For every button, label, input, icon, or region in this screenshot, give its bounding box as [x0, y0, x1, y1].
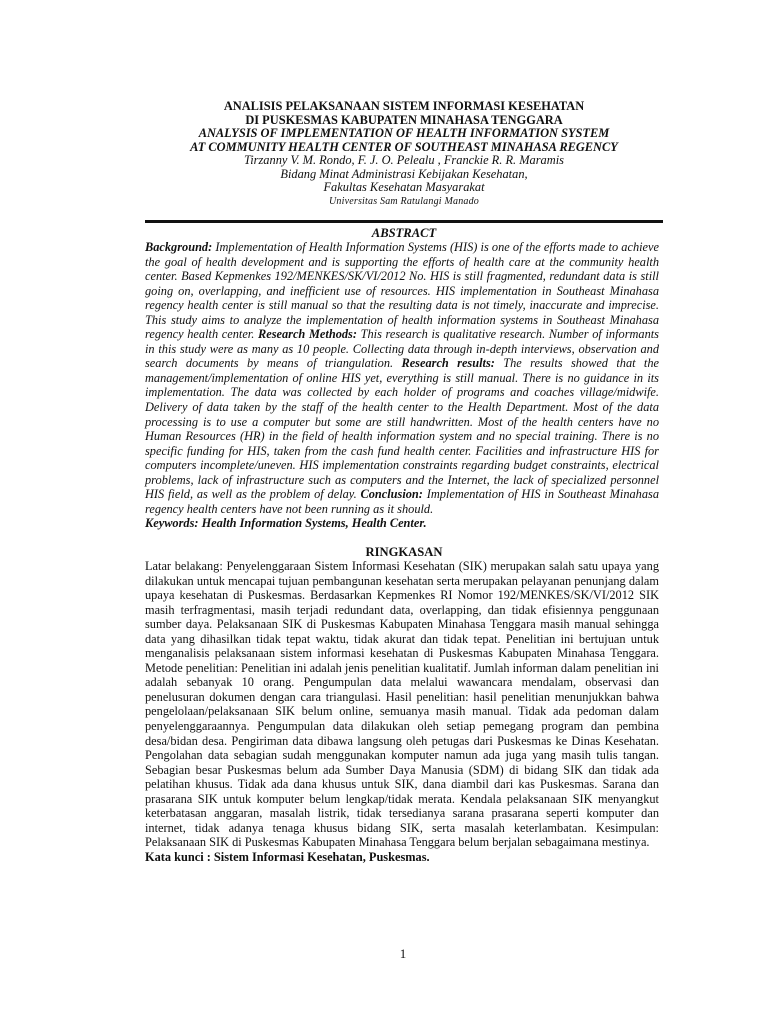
header-divider — [145, 220, 663, 223]
affiliation-line-2: Fakultas Kesehatan Masyarakat — [323, 180, 485, 194]
author-list: Tirzanny V. M. Rondo, F. J. O. Pelealu , Franckie R. R. Maramis — [244, 153, 564, 167]
ringkasan-text: Latar belakang: Penyelenggaraan Sistem Informasi Kesehatan (SIK) merupakan salah satu upaya yang dilakukan untuk mencapai tujuan pembangunan kesehatan serta merupakan pelayanan penunjang dalam upaya kesehatan di Puskesmas. Berdasarkan Kepmenkes RI Nomor 192/MENKES/SK/VI/2012 SIK masih terfragmentasi, masih terjadi redundant data, overlapping, dan tidak efisiennya penggunaan sumber daya. Pelaksanaan SIK di Puskesmas Kabupaten Minahasa Tenggara masih manual sehingga data yang dihasilkan tidak tepat waktu, tidak akurat dan tidak tepat. Penelitian ini bertujuan untuk menganalisis pelaksanaan sistem informasi kesehatan di Puskesmas Kabupaten Minahasa Tenggara. Metode penelitian: Penelitian ini adalah jenis penelitian kualitatif. Jumlah informan dalam penelitian ini adalah sebanyak 10 orang. Pengumpulan data melalui wawancara mendalam, observasi dan penelusuran dokumen dengan cara triangulasi. Hasil penelitian: hasil penelitian menunjukkan bahwa pengelolaan/pelaksanaan SIK belum online, semuanya masih manual. Tidak ada pedoman dalam penyelenggaraannya. Pengumpulan data dilakukan oleh setiap pemegang program dan pembina desa/bidan desa. Pengiriman data dibawa langsung oleh petugas dari Puskesmas ke Dinas Kesehatan. Pengolahan data sebagian sudah menggunakan komputer namun ada juga yang masih tulis tangan. Sebagian besar Puskesmas belum ada Sumber Daya Manusia (SDM) di bidang SIK dan tidak ada pelatihan khusus. Tidak ada dana khusus untuk SIK, dana diambil dari kas Puskesmas. Sarana dan prasarana SIK untuk komputer belum lengkap/tidak merata. Kendala pelaksanaan SIK menyangkut keterbatasan anggaran, masalah listrik, tidak tersedianya sarana prasarana seperti komputer dan internet, tidak adanya tenaga khusus bidang SIK, serta masalah keterlambatan. Kesimpulan: Pelaksanaan SIK di Puskesmas Kabupaten Minahasa Tenggara belum berjalan sebagaimana mestinya. — [145, 559, 659, 850]
ringkasan-keywords: Kata kunci : Sistem Informasi Kesehatan, Puskesmas. — [145, 849, 430, 864]
background-label: Background: — [145, 240, 213, 254]
conclusion-text: Implementation of HIS in Southeast Minahasa regency health centers have not been running as it should. — [145, 487, 659, 516]
methods-text: This research is qualitative research. Number of informants in this study were as many as 10 people. Collecting data through in-depth interviews, observation and search documents by means of triangulation. — [145, 327, 659, 371]
abstract-heading: ABSTRACT — [371, 226, 437, 240]
affiliation-line-1: Bidang Minat Administrasi Kebijakan Kesehatan, — [280, 166, 528, 181]
title-indonesian-line-2: DI PUSKESMAS KABUPATEN MINAHASA TENGGARA — [245, 112, 563, 127]
university-name: Universitas Sam Ratulangi Manado — [328, 195, 479, 207]
title-english-line-2: AT COMMUNITY HEALTH CENTER OF SOUTHEAST MINAHASA REGENCY — [190, 139, 618, 154]
conclusion-label: Conclusion: — [360, 487, 423, 502]
background-text: Implementation of Health Information Systems (HIS) is one of the efforts made to achieve the goal of health development and is supporting the efforts of health care at the community health center. Based Kepmenkes 192/MENKES/SK/VI/2012 No. HIS is still fragmented, redundant data is still going on, overlapping, and inefficient use of resources. HIS implementation in Southeast Minahasa regency health center is still manual so that the resulting data is not timely, inaccurate and imprecise. This study aims to analyze the implementation of health information systems in Southeast Minahasa regency health center. — [145, 240, 659, 342]
title-english-line-1: ANALYSIS OF IMPLEMENTATION OF HEALTH INFORMATION SYSTEM — [198, 126, 610, 140]
results-text: The results showed that the management/implementation of online HIS yet, everything is still manual. There is no guidance in its implementation. The data was collected by each holder of programs and coaches village/midwife. Delivery of data taken by the staff of the health center to the Health Department. Most of the data processing is to use a computer but some are still handwritten. Most of the health centers have no Human Resources (HR) in the field of health information system and no special training. There is no specific funding for HIS, taken from the cash fund health center. Facilities and infrastructure HIS for computers incomplete/uneven. HIS implementation constraints regarding budget constraints, electrical problems, lack of infrastructure such as computers and the Internet, the lack of specialized personnel HIS field, as well as the problem of delay. — [145, 356, 659, 502]
abstract-body — [145, 240, 659, 531]
methods-label: Research Methods: — [257, 327, 357, 342]
results-label: Research results: — [401, 356, 495, 371]
paper-header — [145, 100, 663, 208]
page-number: 1 — [399, 946, 407, 961]
ringkasan-heading: RINGKASAN — [365, 545, 443, 559]
ringkasan-body — [145, 559, 659, 864]
abstract-keywords: Keywords: Health Information Systems, Health Center. — [145, 516, 427, 531]
title-indonesian-line-1: ANALISIS PELAKSANAAN SISTEM INFORMASI KESEHATAN — [223, 99, 585, 113]
